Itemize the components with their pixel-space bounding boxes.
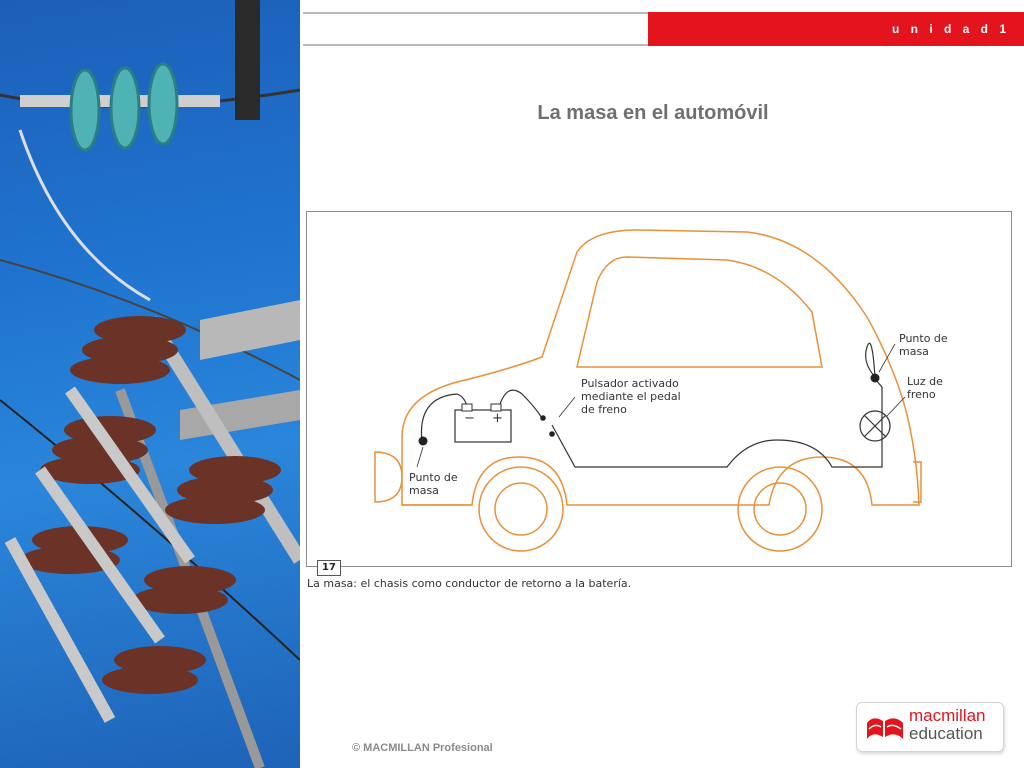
ground-point-rear-label: Punto de masa <box>899 332 948 358</box>
battery-minus-label: − <box>464 411 475 426</box>
ground-point-rear <box>871 374 880 383</box>
header-rule-top <box>303 12 648 14</box>
ground-point-front <box>419 437 428 446</box>
copyright-notice: © MACMILLAN Profesional <box>352 742 493 754</box>
figure-caption: La masa: el chasis como conductor de retorno a la batería. <box>307 577 632 590</box>
unit-label: u n i d a d 1 <box>891 22 1010 36</box>
switch-label: Pulsador activado mediante el pedal de freno <box>581 377 681 416</box>
slide-title: La masa en el automóvil <box>537 102 769 124</box>
logo-text-education: education <box>909 724 983 743</box>
macmillan-book-icon <box>865 711 905 743</box>
brake-light-label: Luz de freno <box>907 375 943 401</box>
car-window <box>577 257 822 367</box>
power-line-photo <box>0 0 300 768</box>
logo-text-macmillan: macmillan <box>909 706 986 725</box>
switch-contact <box>540 415 546 421</box>
figure-number: 17 <box>317 560 341 576</box>
header-rule-bottom <box>303 44 648 46</box>
circuit-figure <box>306 211 1012 573</box>
header-band <box>648 12 1024 46</box>
rear-wheel <box>738 467 822 551</box>
macmillan-logo <box>856 702 1004 752</box>
ground-point-front-label: Punto de masa <box>409 471 458 497</box>
front-wheel <box>479 467 563 551</box>
battery-plus-label: + <box>492 411 503 426</box>
